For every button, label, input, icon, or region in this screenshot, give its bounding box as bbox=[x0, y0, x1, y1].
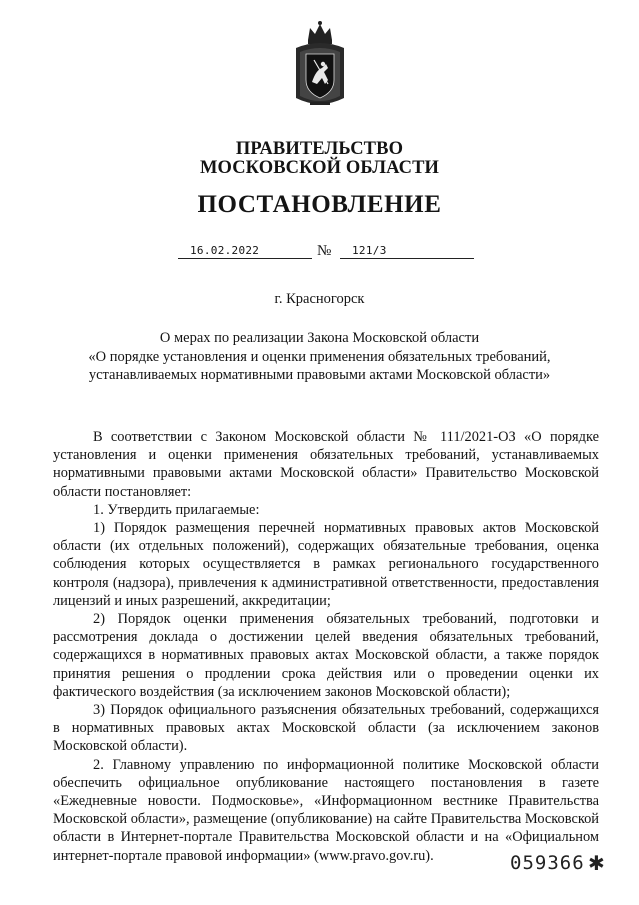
body-paragraph-subitem-1: 1) Порядок размещения перечней нормативных правовых актов Московской области (их отдельных положений), содержащих обязательные требования, оценка соблюдения которых осуществляется в рамках регионального государственного контроля (надзора), привлечения к административной ответственности, предоставления лицензий и иных разрешений, аккредитации; bbox=[53, 520, 599, 609]
body-paragraph-preamble: В соответствии с Законом Московской области № 111/2021-ОЗ «О порядке установления и оценки применения обязательных требований, устанавливаемых нормативными правовыми актами Московской области» Правительство Московской области постановляет: bbox=[53, 429, 599, 500]
title-line: устанавливаемых нормативными правовыми актами Московской области» bbox=[88, 367, 551, 383]
title-line: О мерах по реализации Закона Московской области bbox=[159, 330, 480, 346]
document-number: 121/3 bbox=[340, 243, 474, 259]
body-paragraph-item-2: 2. Главному управлению по информационной политике Московской области обеспечить официальное опубликование настоящего постановления в газете «Ежедневные новости. Подмосковье», «Информационном вестнике Правительства Московской области», размещение (опубликование) на сайте Правительства Московской области в Интернет-портале Правительства Московской области и на «Официальном интернет-портале правовой информации» (www.pravo.gov.ru). bbox=[53, 756, 599, 864]
number-sign: № bbox=[317, 243, 332, 259]
document-body bbox=[53, 428, 599, 865]
form-serial-number: 059366 bbox=[510, 852, 585, 874]
document-date: 16.02.2022 bbox=[178, 243, 312, 259]
government-name-line1: ПРАВИТЕЛЬСТВО bbox=[235, 139, 404, 159]
body-paragraph-subitem-3: 3) Порядок официального разъяснения обязательных требований, содержащихся в нормативных правовых актах Московской области (за исключением законов Московской области). bbox=[53, 702, 599, 755]
document-type-heading: ПОСТАНОВЛЕНИЕ bbox=[197, 191, 442, 218]
serial-mark-icon: ✱ bbox=[588, 851, 605, 875]
government-name-line2: МОСКОВСКОЙ ОБЛАСТИ bbox=[199, 158, 440, 178]
title-line: «О порядке установления и оценки применения обязательных требований, bbox=[88, 348, 551, 365]
issue-place: г. Красногорск bbox=[274, 291, 365, 307]
date-number-row bbox=[0, 243, 639, 265]
body-paragraph-item-1: 1. Утвердить прилагаемые: bbox=[93, 501, 260, 518]
coat-of-arms-icon bbox=[290, 18, 350, 113]
document-title bbox=[60, 329, 579, 385]
body-paragraph-subitem-2: 2) Порядок оценки применения обязательных требований, подготовки и рассмотрения доклада о достижении целей введения обязательных требований, содержащихся в нормативных правовых актах Московской области, а также порядок принятия решения о продлении срока действия или о проведении оценки их фактического воздействия (за исключением законов Московской области); bbox=[53, 611, 599, 700]
